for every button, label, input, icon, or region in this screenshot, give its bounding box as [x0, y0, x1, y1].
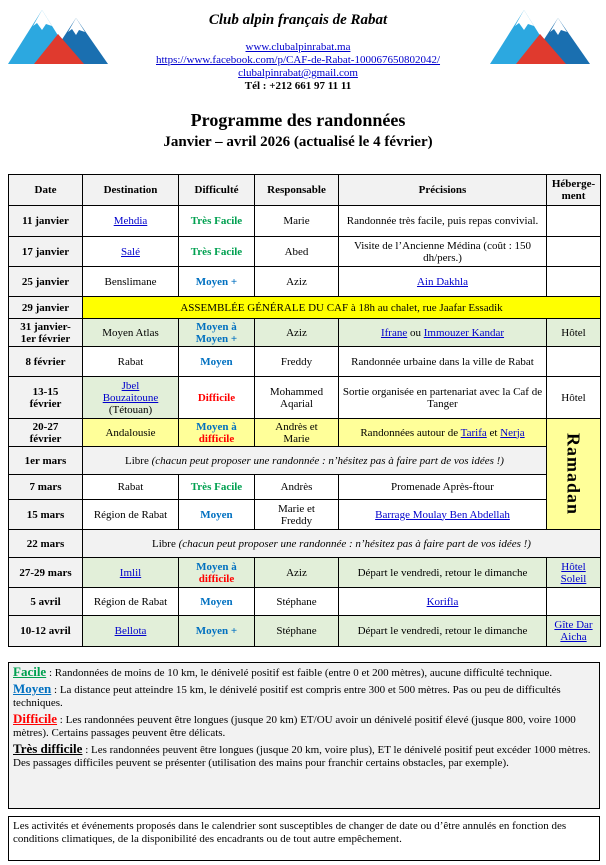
contact-block	[110, 41, 486, 93]
assembly-event: ASSEMBLÉE GÉNÉRALE DU CAF à 18h au chalet, rue Jaafar Essadik	[83, 297, 601, 319]
row-responsible: Stéphane	[255, 616, 339, 647]
row-lodging	[547, 558, 601, 588]
legend-facile: Facile : Randonnées de moins de 10 km, le dénivelé positif est faible (entre 0 et 200 mètres), aucune difficulté technique.	[13, 664, 553, 679]
row-destination: Moyen Atlas	[83, 319, 179, 347]
row-responsible: Andrès et Marie	[255, 419, 339, 447]
destination-link[interactable]: Mehdia	[113, 215, 148, 227]
row-details: Promenade Après-ftour	[339, 475, 547, 500]
table-row	[9, 616, 601, 647]
header-responsible: Responsable	[255, 175, 339, 206]
row-details: Randonnée très facile, puis repas convivial.	[339, 206, 547, 237]
table-header-row	[9, 175, 601, 206]
row-details: Randonnée urbaine dans la ville de Rabat	[339, 347, 547, 377]
details-link[interactable]: Korifla	[426, 595, 459, 608]
table-row	[9, 267, 601, 297]
row-destination: Région de Rabat	[83, 500, 179, 530]
destination-link[interactable]: Imlil	[119, 566, 142, 579]
row-date: 13-15 février	[9, 377, 83, 419]
row-destination	[83, 558, 179, 588]
row-date: 22 mars	[9, 530, 83, 558]
table-row	[9, 475, 601, 500]
nerja-link[interactable]: Nerja	[500, 426, 525, 439]
row-destination: Andalousie	[83, 419, 179, 447]
row-lodging	[547, 616, 601, 647]
phone-number: Tél : +212 661 97 11 11	[244, 80, 352, 92]
row-details	[339, 267, 547, 297]
row-details: Randonnées autour de Tarifa et Nerja	[339, 419, 547, 447]
destination-link[interactable]: Jbel Bouzaitoune	[102, 379, 159, 404]
row-responsible: Marie	[255, 206, 339, 237]
row-difficulty: Moyen +	[179, 616, 255, 647]
row-date: 29 janvier	[9, 297, 83, 319]
program-table	[8, 174, 601, 647]
row-difficulty: Moyen à Moyen +	[179, 319, 255, 347]
row-lodging	[547, 237, 601, 267]
row-responsible: Stéphane	[255, 588, 339, 616]
table-row	[9, 377, 601, 419]
row-date: 15 mars	[9, 500, 83, 530]
details-link[interactable]: Ain Dakhla	[416, 275, 468, 288]
table-row	[9, 206, 601, 237]
destination-link[interactable]: Bellota	[114, 625, 147, 637]
table-row	[9, 419, 601, 447]
row-responsible: Freddy	[255, 347, 339, 377]
row-date: 17 janvier	[9, 237, 83, 267]
row-date: 27-29 mars	[9, 558, 83, 588]
table-row	[9, 347, 601, 377]
website-link[interactable]: www.clubalpinrabat.ma	[245, 41, 351, 53]
table-row	[9, 297, 601, 319]
legend-difficile: Difficile : Les randonnées peuvent être longues (jusque 20 km) ET/OU avoir un dénivelé positif élevé (jusque 800, voire 1000 mètres). Certains passages peuvent être délicats.	[13, 711, 576, 739]
row-destination: Benslimane	[83, 267, 179, 297]
tarifa-link[interactable]: Tarifa	[460, 426, 487, 439]
row-details: Visite de l’Ancienne Médina (coût : 150 dh/pers.)	[339, 237, 547, 267]
row-destination: Région de Rabat	[83, 588, 179, 616]
row-difficulty: Moyen	[179, 347, 255, 377]
row-destination: Jbel Bouzaitoune (Tétouan)	[83, 377, 179, 419]
table-row	[9, 558, 601, 588]
legend-tres-difficile: Très difficile : Les randonnées peuvent être longues (jusque 20 km, voire plus), ET le dénivelé positif peut excéder 1000 mètres. Des passages difficiles peuvent se présenter (utilisation des mains pour franchir certains obstacles, par exemple).	[13, 741, 591, 769]
row-difficulty: Moyen +	[179, 267, 255, 297]
free-slot: Libre (chacun peut proposer une randonnée : n’hésitez pas à faire part de vos idées !)	[83, 447, 547, 475]
row-date: 25 janvier	[9, 267, 83, 297]
row-date: 20-27 février	[9, 419, 83, 447]
table-row	[9, 500, 601, 530]
row-details: Ifrane ou Immouzer Kandar	[339, 319, 547, 347]
email-link[interactable]: clubalpinrabat@gmail.com	[238, 67, 358, 79]
row-responsible: Aziz	[255, 267, 339, 297]
disclaimer-note: Les activités et événements proposés dans le calendrier sont susceptibles de changer de date ou d’être annulés en fonction des conditions climatiques, de la disponibilité des encadrants ou de tout autre empêchement.	[8, 816, 600, 861]
details-link[interactable]: Barrage Moulay Ben Abdellah	[375, 508, 510, 521]
free-slot: Libre (chacun peut proposer une randonnée : n’hésitez pas à faire part de vos idées !)	[83, 530, 601, 558]
row-difficulty: Très Facile	[179, 475, 255, 500]
row-details: Sortie organisée en partenariat avec la Caf de Tanger	[339, 377, 547, 419]
header-details: Précisions	[339, 175, 547, 206]
row-difficulty: Très Facile	[179, 237, 255, 267]
row-date: 7 mars	[9, 475, 83, 500]
row-difficulty: Très Facile	[179, 206, 255, 237]
club-name: Club alpin français de Rabat	[208, 12, 388, 28]
row-difficulty: Moyen à difficile	[179, 558, 255, 588]
difficulty-legend	[8, 662, 600, 809]
row-difficulty: Moyen	[179, 588, 255, 616]
page-title: Programme des randonnées	[190, 110, 406, 130]
table-row	[9, 319, 601, 347]
row-destination: Rabat	[83, 347, 179, 377]
header-difficulty: Difficulté	[179, 175, 255, 206]
row-responsible: Andrès	[255, 475, 339, 500]
row-date: 11 janvier	[9, 206, 83, 237]
legend-moyen: Moyen : La distance peut atteindre 15 km, le dénivelé positif est compris entre 300 et 500 mètres. Pas ou peu de difficultés techniques.	[13, 681, 561, 709]
destination-link[interactable]: Salé	[121, 245, 140, 258]
ifrane-link[interactable]: Ifrane	[380, 326, 408, 339]
row-lodging: Hôtel	[547, 377, 601, 419]
page-subtitle: Janvier – avril 2026 (actualisé le 4 février)	[163, 134, 433, 150]
mountain-logo-icon	[6, 4, 110, 66]
row-details	[339, 588, 547, 616]
row-details: Départ le vendredi, retour le dimanche	[339, 558, 547, 588]
row-responsible: Mohammed Aqarial	[255, 377, 339, 419]
row-difficulty: Difficile	[179, 377, 255, 419]
table-row	[9, 530, 601, 558]
row-date: 5 avril	[9, 588, 83, 616]
row-lodging	[547, 588, 601, 616]
header-destination: Destination	[83, 175, 179, 206]
row-lodging	[547, 347, 601, 377]
table-row	[9, 447, 601, 475]
lodging-link[interactable]: Hôtel Soleil	[560, 560, 587, 585]
table-row	[9, 588, 601, 616]
row-responsible: Abed	[255, 237, 339, 267]
row-difficulty: Moyen	[179, 500, 255, 530]
row-destination	[83, 616, 179, 647]
row-difficulty: Moyen à difficile	[179, 419, 255, 447]
row-destination: Rabat	[83, 475, 179, 500]
row-destination	[83, 237, 179, 267]
ramadan-label: Ramadan	[547, 419, 601, 530]
header-lodging: Héberge-ment	[547, 175, 601, 206]
row-details	[339, 500, 547, 530]
row-destination	[83, 206, 179, 237]
row-date: 31 janvier- 1er février	[9, 319, 83, 347]
row-date: 10-12 avril	[9, 616, 83, 647]
row-date: 8 février	[9, 347, 83, 377]
table-row	[9, 237, 601, 267]
lodging-link[interactable]: Gîte Dar Aicha	[554, 619, 593, 643]
facebook-link[interactable]: https://www.facebook.com/p/CAF-de-Rabat-100067650802042/	[155, 54, 441, 66]
row-details: Départ le vendredi, retour le dimanche	[339, 616, 547, 647]
row-lodging: Hôtel	[547, 319, 601, 347]
mountain-logo-icon	[488, 4, 592, 66]
row-lodging	[547, 267, 601, 297]
immouzer-link[interactable]: Immouzer Kandar	[423, 326, 505, 339]
row-responsible: Aziz	[255, 319, 339, 347]
row-responsible: Marie et Freddy	[255, 500, 339, 530]
row-responsible: Aziz	[255, 558, 339, 588]
row-date: 1er mars	[9, 447, 83, 475]
header-date: Date	[9, 175, 83, 206]
row-lodging	[547, 206, 601, 237]
